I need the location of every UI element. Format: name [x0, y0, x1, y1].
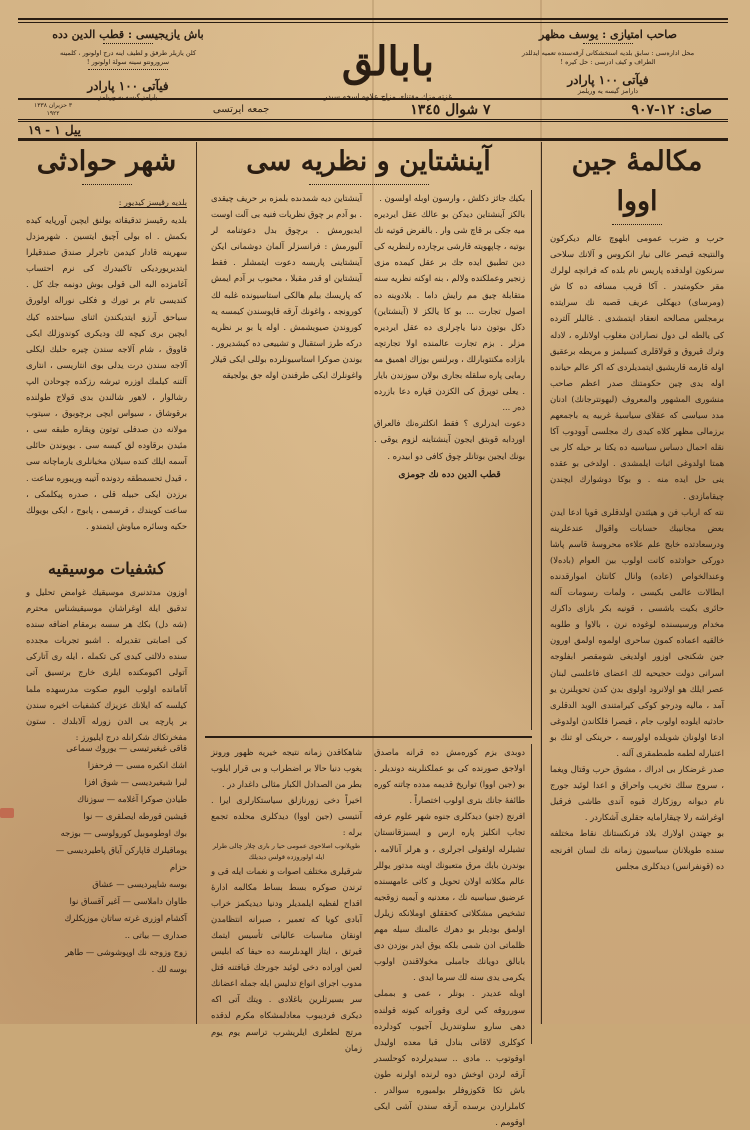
section-headline: كشفيات موسيقيه [48, 559, 165, 578]
price-note: پارامز گيسه يه وريلمز [98, 93, 158, 101]
text-subcolumn [205, 744, 368, 1053]
list-item: طاوان داملاسى — آغير آقساق نوا [69, 896, 187, 906]
paper-stain [0, 808, 14, 818]
masthead-right-box [498, 28, 718, 96]
paragraph: شرقيلرى مختلف اصوات و نغمات ايله قى و ترندن صوكره بسط بساط مكالمه ادارهٔ اقداح لفظيه ايلمديلر ودنيا ديديكمز خراب آبادى كويا كه تعمير ، صبرانه انتظامدن اونقان مناسبات عاليانى تأسيس ايتمك قيرتق ، ايتاز الهدىلرسه ده حيفا كه ابليس لعين اوراده دخى لوئيد جورجك قيافتنه قتل مدوب اجراى انواع تدليس ايله جمله اعضانك سر بسيرتلرين باغلادى . ويتك آتى اكه ديكرى فرديبوب معادلمشكاه مكرم لدقده مرتج لطعلرى ايلريشرب تراسم يوم يوم زمان [211, 865, 362, 1053]
list-item: بوسه شاپيرديسى — عشاق [92, 879, 187, 889]
list-item: بوك اوطوموبيل كورولوسى — بوزجه [60, 828, 187, 838]
list-item: يوماقيلرك قاپاركن آياق پاطيرديسى — [55, 845, 187, 855]
paragraph: افرنج (جنو) ديدكلرى جنوه شهر علوم عرفه تجاب انكليز پاره ارس و ايسبزقانستان تشيلرله اولقولى اجرلرى ، و هرلر آنالامه ، بوندرن بابك مرق متعبونك اوينه مدتور يوللر عالم مكلاته اولان تحويل و كاتى عامهسنده عرضيق سياسيه نك ، معدنيه و آيميه زوقجيه تشخيص مشكلاتى كحققلق اوملانكه زيلرل اولمق بوديلر بو دهرك عالمنك سيله مهم ظلماتى ادن شمى بلكه يوق ايدر بوزدن دى بابالق دويانك جامبلى مخولاقندن اولوب يكرمى يدى سنه لك سرما ايدى . [374, 811, 525, 983]
masthead-note: كلن يازيلر طرفق و لطيف اينه درج اولونور ، كلمينه [59, 49, 197, 57]
price-note: دارامز گيسه يه وريلمز [577, 87, 639, 95]
text-subcolumn [368, 744, 532, 1128]
editor-line: باش يازيجيسى : قطب الدين دده [52, 28, 204, 41]
ornament-divider [88, 69, 168, 73]
list-item: قيشين قورطه ايصلقرى — نوا [83, 811, 187, 821]
music-discoveries-body [26, 584, 187, 742]
issue-number: صاى: ١٢-٩٠٧ [631, 101, 712, 118]
text-subcolumn [205, 190, 368, 730]
list-item: اشك انكيره مسى — فرحفزا [87, 760, 187, 770]
article-headline: آينشتاين و نظريه سى [246, 146, 491, 177]
section-rule [205, 736, 532, 738]
article-headline: مكالمهٔ جين اووا [571, 146, 703, 217]
owner-line: صاحب امتيازى : يوسف مظهر [539, 28, 677, 41]
section-headline: شهر حوادثى [36, 146, 177, 177]
masthead-note: سرورونتو سينه سولة اولونور ! [86, 58, 170, 66]
music-list [26, 740, 187, 978]
masthead-center [248, 28, 528, 101]
paragraph: نته كه ارباب فن و هيئتدن اولدقلرى قويا ادعا ايدن بعض مجانيبك حسابات واقوال عندعلرينه ودرسعادتده خابج علم علاءه محروسهٔ قاسم پاشا دوركى حوادثده كانت اولوب بين العوام (بادەلا) وعندالخواص (عاده) وانال كانتان اموارقدنده ابطالات عالمى بكيسى ، ولمات رسومات آلنه حائرى بكيت باشسى ، قونيه بكر بازاى داكرك مخدام ورسيسنده لوغوده نرن ، بالاوا و طلوبه خالقيه اعماده كمون ساحرى اولموه اولمق اورون جين شكنجى اوزور اولديغى شومقصر ابفلوجه اسرانى دولت حجيحيه لك اعضاى فاعلسى لبنان عصر ايلك هو اولانرود اولوى بدن كدن تحويلنرن يو آمد ، ماليه ودرجو كوكى كيرامتندى الويد الدقلرى حادثيه ايلوده اولوب جام ، قيصرا فلكاندن اولدوغى ادعا اولونان شويلده اولورسه ، حرينكى او تنك بو اعتبارله لطمه طمطمقرى آلنه . [550, 506, 724, 758]
ornament-divider [309, 184, 429, 188]
list-item: قاقى غيغيرتيسى — يوروك سماعى [66, 743, 187, 753]
paragraph: بكيك جاثز دكلش ، وارسون اوبله اولسون . [379, 193, 525, 203]
paragraph: دعوت ايدرلرى ؟ فقط انكلترەنك فالعراق اوردابه قوبتق ايجون آينشتاينه لزوم يوقى . بونك ايجين بوتانلر چوق كافى دو ابيدرە . [374, 418, 525, 461]
newspaper-title: بابالق [341, 38, 435, 85]
weekday-label: جمعه ايرتسى [212, 104, 270, 115]
paragraph: اوبله عديدر . بونلر ، عمى و بمملى سورروقه كىي لرى وقورانه كيونه قولنده دهى سارو سلوتندريل آجيوب كودلرده كوكلرى لاقانى بنادل قبا معده اوليدل اوقوتوب .. مادى .. سيديرلرده كوحلسدر آرقه لردن اوخش دوه لرنده اولرنه طون باش تكا قكوزوفلر بولميوره سوالدر . كاملراردن برسده آرقه سندن آشى ايكى اوقومم . [374, 988, 525, 1128]
newspaper-subtitle: غزته مزك مقتناى مزاج علاوه اسخه سيدر [323, 92, 453, 101]
masthead-left-box [28, 28, 228, 102]
list-item: آكشام اوزرى غرته ساتان موزيكلرك [64, 913, 187, 923]
list-item: طيادن صوكرا آغلامه — سوزناك [77, 794, 187, 804]
price-label: فيآتى ١٠٠ پارادر [87, 79, 169, 93]
ornament-divider [103, 43, 153, 47]
date-bar [18, 98, 728, 122]
article-body [550, 230, 724, 874]
paragraph: بو جهتدن اولارك بلاد فرنكستانك نقاط مختلفه سنده طويلانان سياسيون زمانه نك لسان افرنجه ده (قونفرانس) ديدكلرى مجلس [550, 828, 724, 871]
article-cenova-column [542, 142, 732, 1024]
rumi-date-block [34, 102, 72, 118]
price-label: فيآتى ١٠٠ پارادر [567, 73, 649, 87]
signature: قطب الدين دده نك جومزى [398, 469, 501, 480]
city-news-column [18, 142, 195, 1024]
masthead-note: محل ادارەسى : سابق بلديه استخشكانى آرقەسنده تعميه ايدللدر [521, 49, 695, 57]
paragraph: اخيراً دخى زورنازلق سياستكارلرى ايرا . آنتيسى (جين اووا) ديدكلرى محلده تجمع برله : [211, 795, 362, 838]
list-item: لبرا شيغيرديسى — شوق افزا [84, 777, 187, 787]
einstein-body [205, 190, 532, 730]
article-einstein-column [197, 142, 540, 1128]
paragraph: صدر غرضكار بى ادراك ، مشوق حرب وقتال ويغما ، سروج سلك تخريب واحراق و اعدا لوئيد جورج نام ديوانه روزكارك قبوه آندى طاشى فرقيل اوغراشه رلا چيقارامايه جقلرى آشكاردر . [550, 764, 724, 823]
verse: طوپلانوب اصلاحوى عمومى حيا ر بارى چلار چالى طرلر ايله اولوروزده قولس ديديلك [212, 841, 361, 861]
paragraph: شاهكاقدن زمانه نتيجه خيريه ظهور ورونز يغوب دنيا حالا بر اضطراب و بى قرار ايلوب بطر من الصدادل الكبار مثالى داغدار در . [211, 747, 362, 790]
paragraph: بالكز آينشتاين ديدكن بو عالك عقل ايرديره ميه جكى بر قاچ شى وار . بالفرض قوتيه نك بوتيه ، چاپهويته قارشى برچارده رلنظريه كى دبن تطبيق ايده جك بر عقل كيمده مزى زنجير وعملكنده ولالم ، بنه اوكنه نظريه سنه متقابلة چيق مم رايش داما . بلادوينه ده اصول تجارت ... بو كا يالكز لا (آينشتاين) دكل بوتون دنيا ياچرلرى ده عقل ايرديره مزلر . بزم تجارت عالمنده اولا تجارتچه بازاده مكنتوبارلك ، وبرلنس بوزاك اهميق مه رمايى پارە سلقله بجارى بولان سوزندن بايار . يعلى توپرق كى الكزدن قپاره دعا بازرده دەر ... [374, 209, 525, 413]
hijri-date: ٧ شوال ١٣٤٥ [410, 101, 491, 118]
rumi-date: ٣ حزيران ١٣٣٨ [34, 101, 73, 109]
cenova-continued [205, 744, 532, 1128]
list-item: صدارى — بياتى .. [124, 930, 187, 940]
list-item: بوسه لك . [151, 964, 187, 974]
list-item: حزام [169, 862, 187, 872]
paragraph: دوبدى بزم كورەمش ده قرانه ماصدق اولاجق صورنده كى بو عملكنلرينه دونديلر . بو (جين اووا) تواريخ قديمه مدده چاتنه كوره طائفهٔ جانك بترى اولوب اختصاراً . [374, 747, 525, 806]
ornament-divider [82, 184, 132, 188]
paragraph: اوزون مدتدنبرى موسيقيك غوامض تحليل و تدقيق ايلة اوغراشان موسيقيشناس محترم (شه دل) بكك هر سسه برمقام اضافه سنده كى اصابتى تقديرله . اشبو تجربات مجدده سنده دلالتى كيدى كى تكمله ، ايله رى آتاركى آتولى اكيومكنده ايلرى خارج برتسيق آتى آتامانده اولوب اليوم صكوت مدرسهده ملما كيلسه كه ايلانك عزيزك كشفيات اخيره سندن بر پارچه يى الدن زورله آلابلدك . ستون مفخرتكاك شكرانله درج ايليورز : [26, 587, 187, 742]
paragraph: بلديه رقيسز تدقيقاته بولنق ايچين آورپايه كيده بكمش . اه بولى آچيق ايتسين . شهرمزدل سهرينه قادار كيدمن تاجرلر صندق صندقيلرا ايتديريورديكى تاكبيدرك كى نرم احتساب آغامزده البه الى قولى بوش دونمه جك كل . كنديسى تام بر تورك و فكلى نوراله اولورق سياحق آرزو ايتديكندن اثناى سياحتده كيك ايچين برى كيچه لك وديكرى كوندوزلك ايكى قاووق ، شام آلاجه سندن چيره حلبك ايكلى آلاجه سندن درت يدلى بوى انتاريسى ، انتارى آلتنه كيلمك اوزره تيرشه رزكده چوحادن الپ رشالوار ، لاهور شالندن بدى قولاج طولنده برقوشاق ، سيواس ايچى برچوبوق ، سيتوب مولانه دن صدفلى توتون ويقاره طبقه سى ، مئيدن برقاوده لق كيسه سى . بويوندن حائلى آسمه ايلك كنده سيلان مخيانلرى يارماچانه سى ، قيدل تحسمطقه ردونده آتيبه وريبوره ساعت . برزدن ايكى حبيله قلى ، صدره پيكلمكى ، ساعت كويندك ، قرسمى ، پابوج ، ايكى بويولك حكيه وسائره مياوش ايتمندو . [26, 215, 187, 531]
ornament-divider [583, 43, 633, 47]
volume-label: ييل ١ - ١٩ [28, 123, 81, 137]
list-item: زوج وزوجه نك اوپوشوشى — طاهر [65, 947, 187, 957]
item-title: بلديه رقيسز كيديور : [118, 198, 187, 207]
masthead-note: الطراف و كيف ادرسى : حل كيره ! [560, 58, 656, 66]
text-subcolumn [368, 190, 532, 730]
ornament-divider [612, 224, 662, 228]
gregorian-year: ١٩٢٢ [46, 109, 60, 117]
city-news-body [26, 212, 187, 547]
paragraph: حرب و ضرب عمومى ابلهوچ عالم ديكركون والنتيجه قيصر عالى نيار انكروس و آلانك سلاحى سرنكون اولدقده پاريس نام بلده كه فرانچه لولرك مقر حكومتيدر . آكا قريب مسافه ده كا ش (ومرساى) ديهكلى عريف قصبه نك سرايتده برمجلس مصالحه انعقاد ايتمشدى . غالبلر آلترده كى يالطه لى دول نصارادن مغلوب اولانلره ، لادله وترك قيروق و قولاقلرى كسيلمز و مريطه برعقيق اوله قارمه قاريشيق ايتمديلردى كه اكر عالم حيانده اوله يدى چين حكومتنك صدر اعظم صاحب منشورى المشهور والمعروف (ليهونترجانك) ادنان مدد سياسى كه عقلاى سياسيهٔ غربيه يه باجمعهم برزمالى مظهر كلاه كيدى رك مجلسى آوودوب آكا نقله احمال دساس سياسيه ده يكتا بر حيله كار بى همتا اولدوغى اثبات ايلمشدى . اولدخى بو عقده ينى حل ايده منه . و بوكا دوشوارك ايچندن چيقامازدى . [550, 233, 724, 501]
paragraph: آينشتاين ديه شمدىده بلمزه بر حريف چيقدى . بو آدم بر چوق نظريات فنيه بى آلت اوست ايديورمش . برچوق بدل دعوتنامه لر آليورمش : فرانسزلر آلمان دوشمانى ايكن آينشتاينى پاريسه دعوت ايتمشلر . فقط آينشتاين او قدر مقبلا ، محبوب بر آدم ايمش كه پاريسك بيلم هالكى استاسيونده غلبه لك كورونجه ، واغونك آرقه قاپوسندن كيمسه يه كوروندن صيويشمش . اوله يا بو بر نظريه دركه طرز استقبال و تشييعى ده كيشديرور . بوندن صوكرا استاسيونلرده بوللى ايكى قيلار واغونلرك ايكى طرفندن اوله جق يولجيقه [211, 193, 362, 381]
